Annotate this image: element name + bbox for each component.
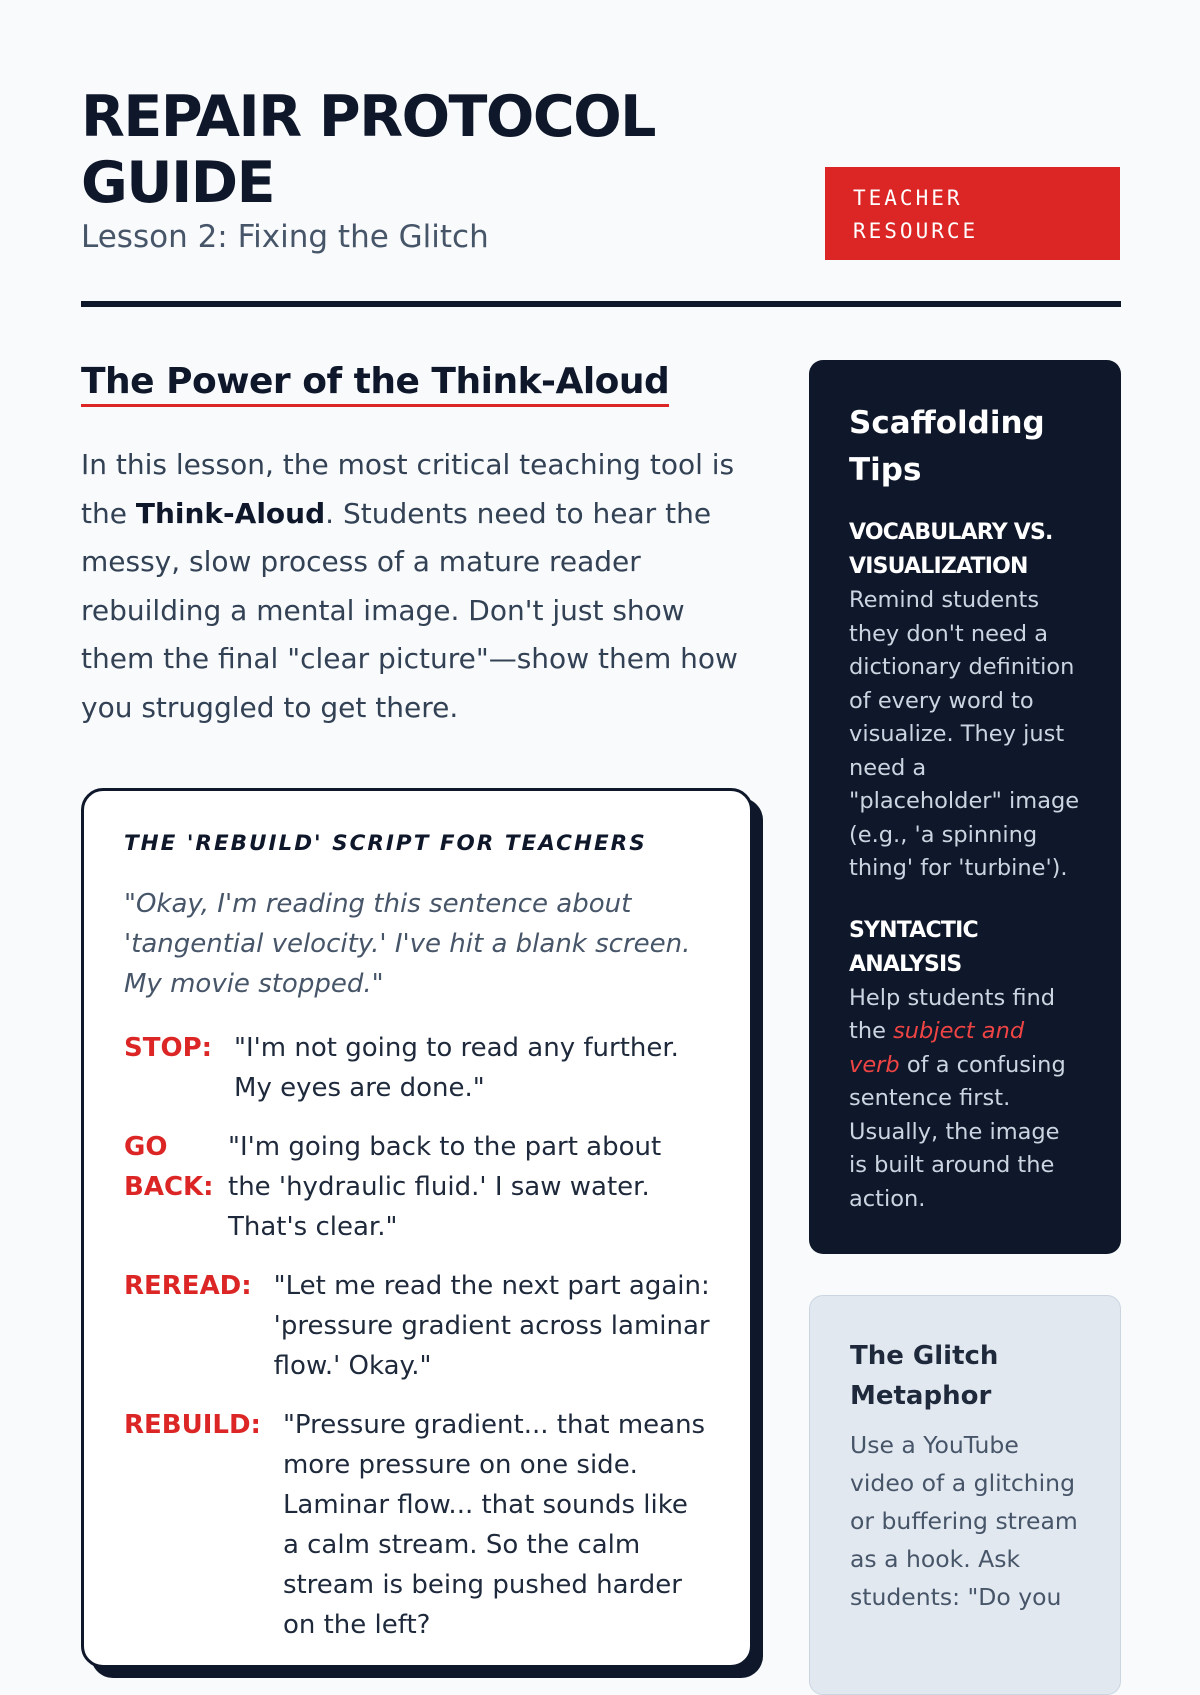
tip-body: Remind students they don't need a dictionary definition of every word to visualize. They just need a "placeholder" image (e.g., 'a spinning thing' for 'turbine'). xyxy=(849,587,1080,881)
title-line-1: REPAIR PROTOCOL xyxy=(81,84,655,150)
script-step xyxy=(124,1405,710,1645)
step-label: STOP: xyxy=(124,1033,213,1063)
badge-line-2: RESOURCE xyxy=(853,219,979,243)
scaffolding-tips-panel xyxy=(809,360,1121,1254)
tip-heading: SYNTACTIC ANALYSIS xyxy=(849,917,978,977)
script-step xyxy=(124,1127,710,1247)
main-column xyxy=(81,360,761,732)
step-label: REBUILD: xyxy=(124,1410,261,1440)
step-text: "I'm going back to the part about the 'hydraulic fluid.' I saw water. That's clear." xyxy=(228,1132,662,1242)
glitch-metaphor-card xyxy=(809,1295,1121,1695)
rebuild-script-card xyxy=(81,788,753,1668)
header-divider xyxy=(81,301,1121,307)
step-text: "I'm not going to read any further. My eyes are done." xyxy=(234,1033,679,1103)
tips-title: Scaffolding Tips xyxy=(849,405,1045,488)
tip-emphasis: subject and verb xyxy=(849,1018,1025,1078)
tip-body-text-2: of a confusing sentence first. Usually, the image is built around the action. xyxy=(849,1051,1066,1212)
metaphor-title: The Glitch Metaphor xyxy=(850,1341,999,1411)
intro-paragraph xyxy=(81,441,761,732)
intro-bold-term: Think-Aloud xyxy=(135,496,326,530)
step-text: "Pressure gradient... that means more pressure on one side. Laminar flow... that sounds like a calm stream. So the calm stream is being pushed harder on the left? xyxy=(282,1410,706,1640)
step-text: "Let me read the next part again: 'pressure gradient across laminar flow.' Okay." xyxy=(273,1271,710,1381)
section-title: The Power of the Think-Aloud xyxy=(81,360,669,407)
tip-body xyxy=(849,982,1081,1217)
step-label: REREAD: xyxy=(124,1271,252,1301)
intro-text-1: In this lesson, the most critical teaching tool is the xyxy=(81,448,735,530)
title-line-2: GUIDE xyxy=(81,150,275,216)
page-subtitle: Lesson 2: Fixing the Glitch xyxy=(81,219,489,255)
page-title xyxy=(81,84,721,216)
badge-line-1: TEACHER xyxy=(853,186,963,210)
intro-text-2: . Students need to hear the messy, slow process of a mature reader rebuilding a mental image. Don't just show them the final "clear picture"—show them how you struggled to get there. xyxy=(81,496,738,724)
step-label: GO BACK: xyxy=(124,1132,214,1202)
teacher-resource-badge xyxy=(825,167,1120,260)
script-quote: "Okay, I'm reading this sentence about 'tangential velocity.' I've hit a blank screen. My movie stopped." xyxy=(124,889,691,999)
metaphor-body: Use a YouTube video of a glitching or buffering stream as a hook. Ask students: "Do you xyxy=(850,1431,1078,1611)
script-step xyxy=(124,1266,710,1386)
tip-body-text-1: Help students find the xyxy=(849,984,1056,1044)
script-step xyxy=(124,1028,710,1108)
script-heading: THE 'REBUILD' SCRIPT FOR TEACHERS xyxy=(124,831,647,856)
tip-heading: VOCABULARY VS. VISUALIZATION xyxy=(849,520,1053,579)
